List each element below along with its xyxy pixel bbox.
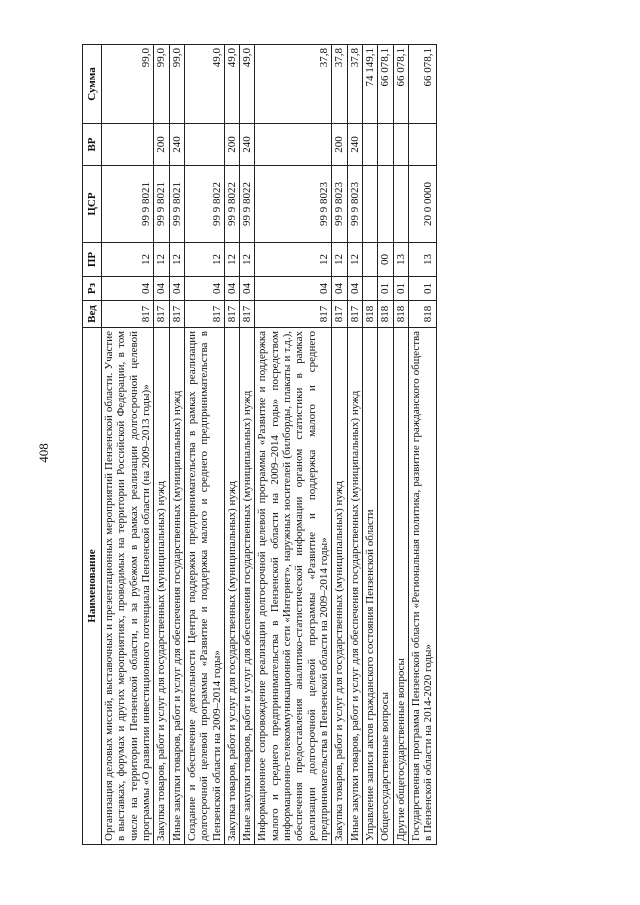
row-vr [378, 124, 393, 166]
row-pr: 12 [102, 243, 154, 277]
table-row [224, 45, 239, 845]
row-rz: 04 [332, 277, 347, 301]
row-sum: 66 078,1 [393, 45, 408, 124]
row-csr: 20 0 0000 [408, 166, 436, 243]
row-vr: 240 [347, 124, 362, 166]
row-name: Управление записи актов гражданского состояния Пензенской области [362, 328, 377, 845]
row-vr: 200 [332, 124, 347, 166]
row-sum: 99,0 [169, 45, 184, 124]
table-row [378, 45, 393, 845]
row-vr: 200 [224, 124, 239, 166]
row-sum: 37,8 [332, 45, 347, 124]
row-rz: 04 [255, 277, 332, 301]
row-rz [362, 277, 377, 301]
table-row [169, 45, 184, 845]
row-rz: 04 [184, 277, 224, 301]
row-pr: 00 [378, 243, 393, 277]
row-csr: 99 9 8023 [347, 166, 362, 243]
table-row [347, 45, 362, 845]
row-pr [362, 243, 377, 277]
table-row [362, 45, 377, 845]
header-pr: ПР [83, 243, 102, 277]
row-sum: 66 078,1 [378, 45, 393, 124]
row-rz: 04 [224, 277, 239, 301]
row-sum: 49,0 [184, 45, 224, 124]
table-header-row [83, 45, 102, 845]
row-vr [362, 124, 377, 166]
row-csr [393, 166, 408, 243]
table-row [393, 45, 408, 845]
row-pr: 12 [169, 243, 184, 277]
row-name: Иные закупки товаров, работ и услуг для обеспечения государственных (муниципальных) нужд [240, 328, 255, 845]
row-vr: 240 [169, 124, 184, 166]
row-rz: 04 [154, 277, 169, 301]
row-vr [184, 124, 224, 166]
row-ved: 817 [255, 301, 332, 328]
row-pr: 13 [393, 243, 408, 277]
row-pr: 12 [224, 243, 239, 277]
row-pr: 12 [347, 243, 362, 277]
row-vr [393, 124, 408, 166]
header-rz: Рз [83, 277, 102, 301]
row-name: Общегосударственные вопросы [378, 328, 393, 845]
table-row [255, 45, 332, 845]
row-name: Закупка товаров, работ и услуг для государственных (муниципальных) нужд [332, 328, 347, 845]
row-name: Создание и обеспечение деятельности Центра поддержки предпринимательства в рамках реализации долгосрочной целевой программы «Развитие и поддержка малого и среднего предпринимательства в Пензенской области на 2009–2014 годы» [184, 328, 224, 845]
row-pr: 12 [184, 243, 224, 277]
row-ved: 817 [184, 301, 224, 328]
row-rz: 04 [102, 277, 154, 301]
table-row [184, 45, 224, 845]
row-ved: 817 [224, 301, 239, 328]
row-name: Закупка товаров, работ и услуг для государственных (муниципальных) нужд [154, 328, 169, 845]
row-csr: 99 9 8022 [224, 166, 239, 243]
row-sum: 37,8 [347, 45, 362, 124]
row-pr: 12 [332, 243, 347, 277]
row-pr: 12 [255, 243, 332, 277]
row-sum: 74 149,1 [362, 45, 377, 124]
row-pr: 13 [408, 243, 436, 277]
row-ved: 817 [332, 301, 347, 328]
row-pr: 12 [154, 243, 169, 277]
row-rz: 01 [408, 277, 436, 301]
row-sum: 49,0 [224, 45, 239, 124]
row-name: Иные закупки товаров, работ и услуг для обеспечения государственных (муниципальных) нужд [169, 328, 184, 845]
row-ved: 818 [393, 301, 408, 328]
row-ved: 818 [362, 301, 377, 328]
row-sum: 99,0 [154, 45, 169, 124]
row-rz: 04 [347, 277, 362, 301]
header-vr: ВР [83, 124, 102, 166]
header-ved: Вед [83, 301, 102, 328]
table-row [154, 45, 169, 845]
row-vr [102, 124, 154, 166]
rotated-table-container [82, 45, 552, 845]
row-ved: 817 [240, 301, 255, 328]
header-sum: Сумма [83, 45, 102, 124]
row-csr: 99 9 8022 [184, 166, 224, 243]
row-name: Другие общегосударственные вопросы [393, 328, 408, 845]
header-name: Наименование [83, 328, 102, 845]
row-ved: 817 [169, 301, 184, 328]
row-rz: 04 [169, 277, 184, 301]
header-csr: ЦСР [83, 166, 102, 243]
row-csr: 99 9 8023 [255, 166, 332, 243]
table-row [102, 45, 154, 845]
row-sum: 99,0 [102, 45, 154, 124]
budget-table [82, 44, 437, 845]
table-row [408, 45, 436, 845]
row-name: Информационное сопровождение реализации долгосрочной целевой программы «Развитие и поддержка малого и среднего предпринимательства в Пензенской области на 2009–2014 годы» посредством информационно-телекоммуникационной сети «Интернет», наружных носителей (билборды, плакаты и т.д.), обеспечения предоставления аналитико-статистической информации органом статистики в рамках реализации долгосрочной целевой программы «Развитие и поддержка малого и среднего предпринимательства в Пензенской области на 2009–2014 годы» [255, 328, 332, 845]
row-csr [378, 166, 393, 243]
table-row [332, 45, 347, 845]
row-csr: 99 9 8021 [154, 166, 169, 243]
row-vr [255, 124, 332, 166]
row-ved: 817 [102, 301, 154, 328]
row-rz: 04 [240, 277, 255, 301]
row-ved: 818 [408, 301, 436, 328]
row-sum: 37,8 [255, 45, 332, 124]
row-name: Государственная программа Пензенской области «Региональная политика, развитие гражданского общества в Пензенской области на 2014-2020 годы» [408, 328, 436, 845]
row-rz: 01 [393, 277, 408, 301]
row-csr [362, 166, 377, 243]
row-sum: 66 078,1 [408, 45, 436, 124]
row-ved: 817 [347, 301, 362, 328]
row-rz: 01 [378, 277, 393, 301]
row-name: Закупка товаров, работ и услуг для государственных (муниципальных) нужд [224, 328, 239, 845]
row-vr: 240 [240, 124, 255, 166]
table-row [240, 45, 255, 845]
row-vr [408, 124, 436, 166]
page-number: 408 [36, 443, 51, 463]
row-csr: 99 9 8022 [240, 166, 255, 243]
row-csr: 99 9 8021 [169, 166, 184, 243]
row-csr: 99 9 8021 [102, 166, 154, 243]
row-vr: 200 [154, 124, 169, 166]
row-ved: 817 [154, 301, 169, 328]
row-name: Иные закупки товаров, работ и услуг для обеспечения государственных (муниципальных) нужд [347, 328, 362, 845]
row-sum: 49,0 [240, 45, 255, 124]
row-name: Организация деловых миссий, выставочных и презентационных мероприятий Пензенской области. Участие в выставках, форумах и других мероприятиях, проводимых на территории Российской Федерации, в том числе на территории Пензенской области, и за рубежом в рамках реализации долгосрочной целевой программы «О развитии инвестиционного потенциала Пензенской области (на 2009–2013 годы)» [102, 328, 154, 845]
row-pr: 12 [240, 243, 255, 277]
row-ved: 818 [378, 301, 393, 328]
row-csr: 99 9 8023 [332, 166, 347, 243]
